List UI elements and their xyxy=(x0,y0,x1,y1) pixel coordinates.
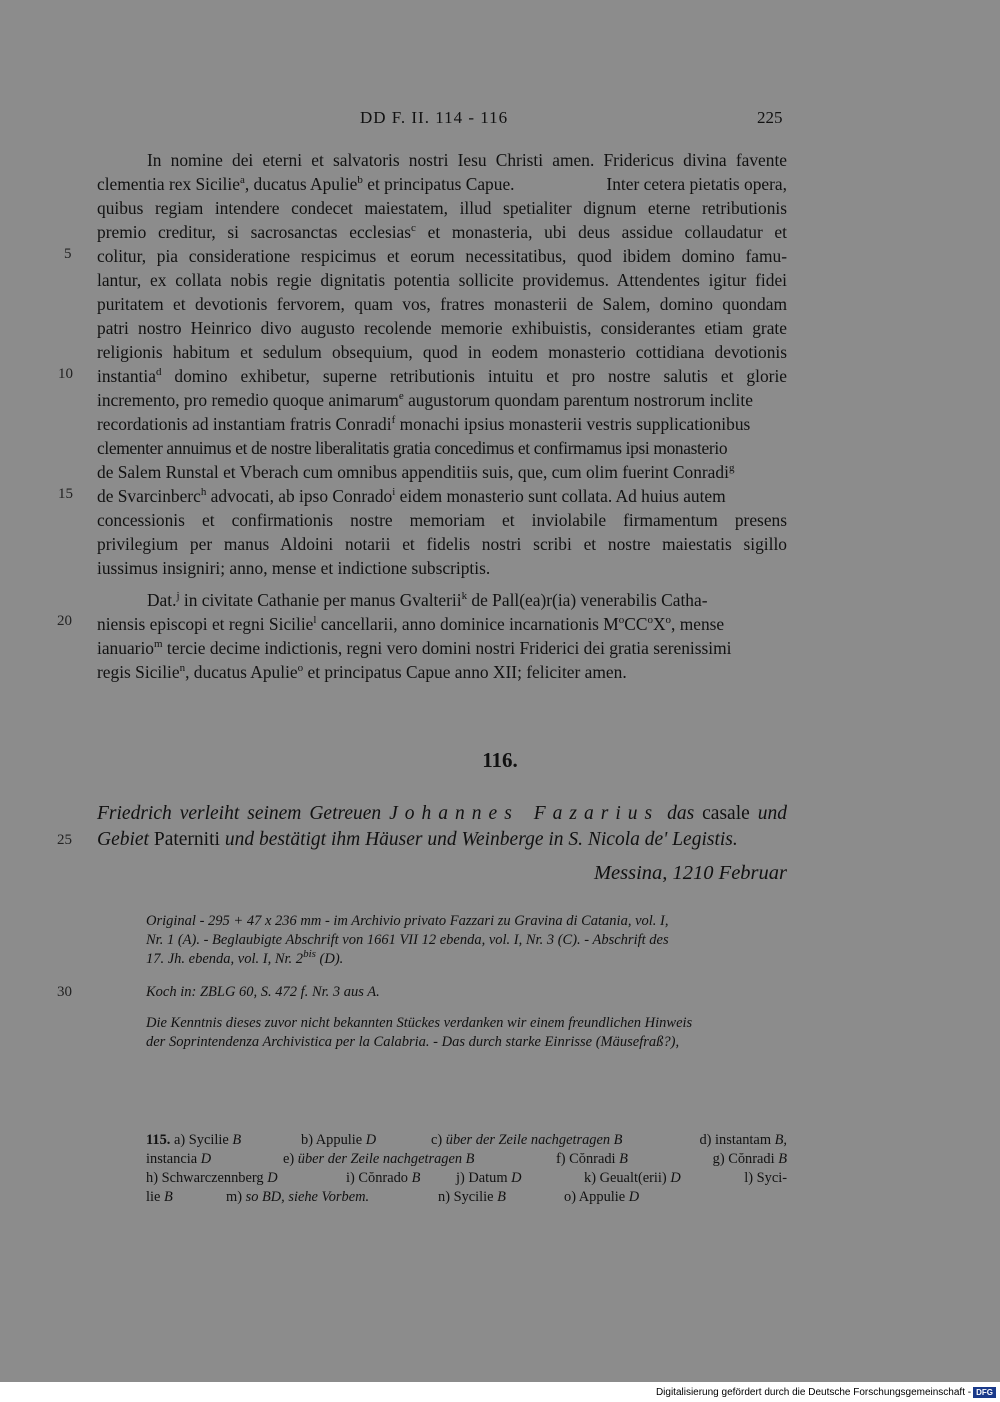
footnote-line: instancia D e) über der Zeile nachgetragen B f) Cŏnradi B g) Cŏnradi B xyxy=(146,1151,787,1167)
text-line: privilegium per manus Aldoini notarii et fidelis nostri scribi et nostre maiestatis sigillo xyxy=(97,534,787,554)
text-line: clementia rex Sicilie$^a$, ducatus Apulie$^b$ et principatus Capue. Inter cetera pietatis opera, xyxy=(97,174,787,194)
line-number: 10 xyxy=(58,366,73,382)
text-line: religionis habitum et sedulum obsequium, quod in eodem monasterio cottidiana devotionis xyxy=(97,342,787,362)
note-line: Nr. 1 (A). - Beglaubigte Abschrift von 1661 VII 12 ebenda, vol. I, Nr. 3 (C). - Abschrift des xyxy=(146,932,669,948)
text-line: quibus regiam intendere condecet maiestatem, illud spetialiter dignum eterne retributionis xyxy=(97,198,787,218)
funding-footer xyxy=(656,1387,996,1398)
text-line: lantur, ex collata nobis regie dignitatis potentia sollicite providemus. Attendentes igitur fidei xyxy=(97,270,787,290)
line-number: 25 xyxy=(57,832,72,848)
dating-clause xyxy=(97,588,787,684)
text-line: instantia$^d$ domino exhibetur, superne retributionis intuitu et pro nostre salutis et glorie xyxy=(97,366,787,386)
text-line: regis Sicilie$^n$, ducatus Apulie$^o$ et principatus Capue anno XII; feliciter amen. xyxy=(97,662,627,682)
text-line: de Salem Runstal et Vberach cum omnibus appenditiis suis, que, cum olim fuerint Conradi$^g$ xyxy=(97,462,735,482)
line-number: 20 xyxy=(57,613,72,629)
text-line: incremento, pro remedio quoque animarum$^e$ augustorum quondam parentum nostrorum inclite xyxy=(97,390,753,410)
document-number: 116. xyxy=(482,748,518,772)
footnote-line: lie B m) so BD, siehe Vorbem. n) Sycilie B o) Appulie D xyxy=(146,1189,640,1205)
text-line: iussimus insigniri; anno, mense et indictione subscriptis. xyxy=(97,558,491,578)
note-line: der Soprintendenza Archivistica per la Calabria. - Das durch starke Einrisse (Mäusefraß?), xyxy=(146,1034,680,1050)
footnote-line: h) Schwarczennberg D i) Cŏnrado B j) Datum D k) Geualt(erii) D l) Syci- xyxy=(146,1170,787,1186)
line-number: 30 xyxy=(57,984,72,1000)
regest xyxy=(97,801,787,853)
text-line: ianuario$^m$ tercie decime indictionis, regni vero domini nostri Friderici dei gratia serenissimi xyxy=(97,638,732,658)
document-115-text xyxy=(97,148,787,580)
line-number: 15 xyxy=(58,486,73,502)
line-number: 5 xyxy=(64,246,72,262)
footnote-line: 115. a) Sycilie B b) Appulie D c) über der Zeile nachgetragen B d) instantam B, xyxy=(146,1132,787,1148)
note-line: Original - 295 + 47 x 236 mm - im Archivio privato Fazzari zu Gravina di Catania, vol. I, xyxy=(146,913,669,929)
note-line: Die Kenntnis dieses zuvor nicht bekannten Stückes verdanken wir einem freundlichen Hinweis xyxy=(146,1015,693,1031)
note-line: 17. Jh. ebenda, vol. I, Nr. $2^{bis}$ (D). xyxy=(146,948,344,967)
edition-note xyxy=(146,983,787,1002)
tradition-notes xyxy=(146,912,787,969)
text-line: patri nostro Heinrico divo augusto recolende memorie exhibuistis, considerantes etiam grate xyxy=(97,318,787,338)
regest-line: Friedrich verleiht seinem Getreuen Johannes Fazarius das casale und xyxy=(97,803,787,824)
footer-text: Digitalisierung gefördert durch die Deutsche Forschungsgemeinschaft - xyxy=(655,1387,972,1399)
dfg-logo: DFG xyxy=(973,1387,996,1398)
text-line: colitur, pia consideratione respicimus et eorum necessitatibus, quod ibidem domino famu- xyxy=(97,246,787,266)
note-line: Koch in: ZBLG 60, S. 472 f. Nr. 3 aus A. xyxy=(146,984,380,1000)
text-line: Dat.$^j$ in civitate Cathanie per manus Gvalterii$^k$ de Pall(ea)r(ia) venerabilis Catha- xyxy=(147,590,708,610)
footnotes-115 xyxy=(146,1131,787,1207)
text-line: niensis episcopi et regni Sicilie$^l$ cancellarii, anno dominice incarnationis $M^oCC^oX^o$, mense xyxy=(97,614,725,634)
text-line: clementer annuimus et de nostre liberalitatis gratia concedimus et confirmamus ipsi monasterio xyxy=(97,438,728,458)
text-line: recordationis ad instantiam fratris Conradi$^f$ monachi ipsius monasterii vestris supplicationibus xyxy=(97,414,751,434)
page-number: 225 xyxy=(757,108,783,127)
running-header: DD F. II. 114 - 116 xyxy=(360,108,509,127)
text-line: puritatem et devotionis fervorem, quam vos, fratres monasterii de Salem, domino quondam xyxy=(97,294,787,314)
text-line: In nomine dei eterni et salvatoris nostri Iesu Christi amen. Fridericus divina favente xyxy=(147,150,787,170)
document-date: Messina, 1210 Februar xyxy=(593,862,787,884)
regest-line: Gebiet Paterniti und bestätigt ihm Häuser und Weinberge in S. Nicola de' Legistis. xyxy=(97,829,738,850)
text-line: concessionis et confirmationis nostre memoriam et inviolabile firmamentum presens xyxy=(97,510,787,530)
preliminary-note xyxy=(146,1014,787,1052)
text-line: premio creditur, si sacrosanctas ecclesias$^c$ et monasteria, ubi deus assidue collaudatur et xyxy=(97,222,787,242)
text-line: de Svarcinberc$^h$ advocati, ab ipso Conrado$^i$ eidem monasterio sunt collata. Ad huius autem xyxy=(97,486,726,506)
